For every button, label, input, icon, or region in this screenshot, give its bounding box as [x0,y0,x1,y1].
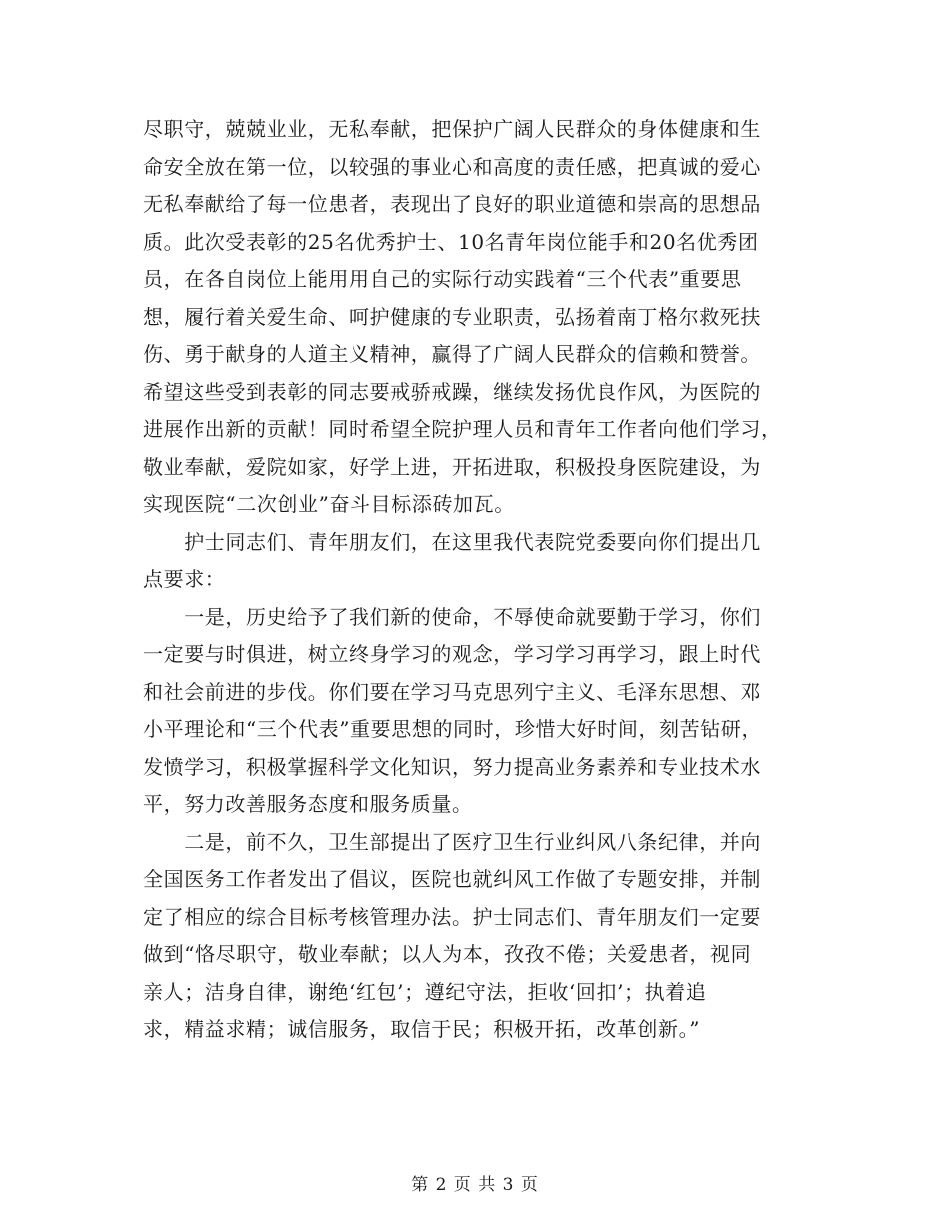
text-line: 想，履行着关爱生命、呵护健康的专业职责，弘扬着南丁格尔救死扶 [143,304,761,329]
text-line: 希望这些受到表彰的同志要戒骄戒躁，继续发扬优良作风，为医院的 [143,379,761,404]
text-line: 和社会前进的步伐。你们要在学习马克思列宁主义、毛泽东思想、邓 [143,679,761,704]
text-line: 全国医务工作者发出了倡议，医院也就纠风工作做了专题安排，并制 [143,867,761,891]
text-line: 亲人；洁身自律，谢绝‘红包’；遵纪守法，拒收‘回扣’；执着追 [143,979,707,1004]
text-line: 进展作出新的贡献！同时希望全院护理人员和青年工作者向他们学习， [143,417,782,441]
text-line: 敬业奉献，爱院如家，好学上进，开拓进取，积极投身医院建设，为 [143,454,761,479]
text-line: 无私奉献给了每一位患者，表现出了良好的职业道德和崇高的思想品 [143,192,761,216]
text-line: 质。此次受表彰的25名优秀护士、10名青年岗位能手和20名优秀团 [143,229,759,254]
text-line: 员，在各自岗位上能用用自己的实际行动实践着“三个代表”重要思 [143,267,742,291]
text-line: 二是，前不久，卫生部提出了医疗卫生行业纠风八条纪律，并向 [143,829,761,854]
body-text [143,111,823,1049]
text-line: 一定要与时俱进，树立终身学习的观念，学习学习再学习，跟上时代 [143,642,761,666]
text-line: 小平理论和“三个代表”重要思想的同时，珍惜大好时间，刻苦钻研， [143,717,763,741]
text-line: 命安全放在第一位，以较强的事业心和高度的责任感，把真诚的爱心 [143,154,761,179]
text-line: 护士同志们、青年朋友们，在这里我代表院党委要向你们提出几 [143,529,761,554]
text-line: 伤、勇于献身的人道主义精神，赢得了广阔人民群众的信赖和赞誉。 [143,342,761,366]
text-line: 尽职守，兢兢业业，无私奉献，把保护广阔人民群众的身体健康和生 [143,117,761,141]
text-line: 实现医院“二次创业”奋斗目标添砖加瓦。 [143,492,515,516]
text-line: 点要求： [143,567,226,591]
text-line: 平，努力改善服务态度和服务质量。 [143,792,473,816]
text-line: 一是，历史给予了我们新的使命，不辱使命就要勤于学习，你们 [143,604,761,629]
text-line: 求，精益求精；诚信服务，取信于民；积极开拓，改革创新。” [143,1017,701,1041]
text-line: 定了相应的综合目标考核管理办法。护士同志们、青年朋友们一定要 [143,904,761,929]
text-line: 做到“恪尽职守，敬业奉献；以人为本，孜孜不倦；关爱患者，视同 [143,942,752,966]
page-number-footer: 第 2 页 共 3 页 [411,1175,539,1195]
text-line: 发愤学习，积极掌握科学文化知识，努力提高业务素养和专业技术水 [143,754,761,779]
